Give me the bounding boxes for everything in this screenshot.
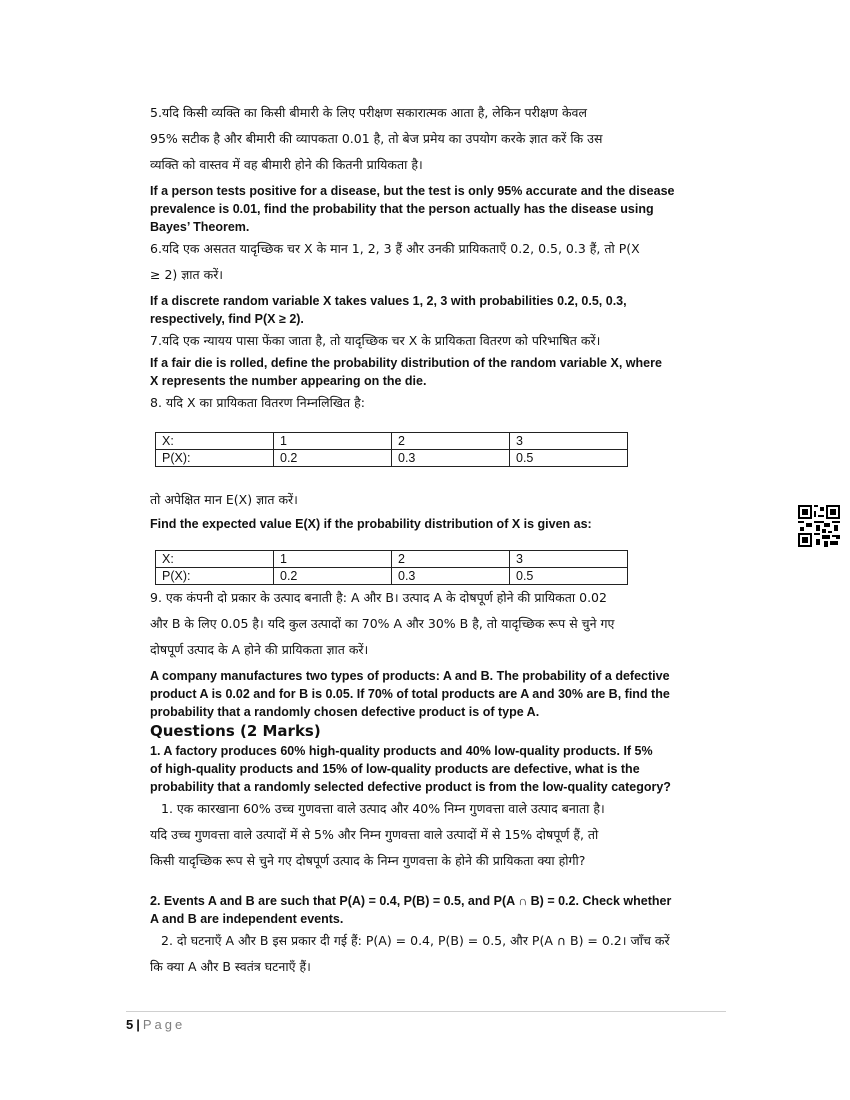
table-row — [156, 568, 628, 585]
m1-english-line-2: of high-quality products and 15% of low-quality products are defective, what is the — [150, 762, 640, 776]
m2-hindi-line-1: 2. दो घटनाएँ A और B इस प्रकार दी गई हैं: P(A) = 0.4, P(B) = 0.5, और P(A ∩ B) = 0.2। जाँच करें — [161, 933, 670, 948]
q7-english-line-1: If a fair die is rolled, define the probability distribution of the random variable X, where — [150, 356, 662, 370]
q9-hindi-line-1: 9. एक कंपनी दो प्रकार के उत्पाद बनाती है: A और B। उत्पाद A के दोषपूर्ण होने की प्रायिकता 0.02 — [150, 590, 607, 605]
q7-english-line-2: X represents the number appearing on the die. — [150, 374, 427, 388]
q6-hindi-line-1: 6.यदि एक असतत यादृच्छिक चर X के मान 1, 2, 3 हैं और उनकी प्रायिकताएँ 0.2, 0.5, 0.3 हैं, तो P(X — [150, 241, 640, 256]
table-cell: 0.2 — [274, 568, 392, 585]
qr-code-icon — [798, 505, 840, 547]
m1-hindi-line-3: किसी यादृच्छिक रूप से चुने गए दोषपूर्ण उत्पाद के निम्न गुणवत्ता के होने की प्रायिकता क्या होगी? — [150, 853, 586, 868]
table-cell: 3 — [510, 433, 628, 450]
table-cell: P(X): — [156, 568, 274, 585]
q5-english-line-1: If a person tests positive for a disease, but the test is only 95% accurate and the disease — [150, 184, 675, 198]
table-cell: X: — [156, 433, 274, 450]
section-heading: Questions (2 Marks) — [150, 722, 321, 740]
table-cell: 1 — [274, 551, 392, 568]
q5-hindi-line-1: 5.यदि किसी व्यक्ति का किसी बीमारी के लिए परीक्षण सकारात्मक आता है, लेकिन परीक्षण केवल — [150, 105, 587, 120]
page-word: Page — [142, 1017, 186, 1032]
page-content — [150, 100, 728, 980]
table-cell: 3 — [510, 551, 628, 568]
q5-english-line-2: prevalence is 0.01, find the probability that the person actually has the disease using — [150, 202, 654, 216]
table-cell: 0.2 — [274, 450, 392, 467]
table-row — [156, 433, 628, 450]
q8-hindi-intro: 8. यदि X का प्रायिकता वितरण निम्नलिखित है: — [150, 395, 366, 410]
q9-english-line-1: A company manufactures two types of products: A and B. The probability of a defective — [150, 669, 670, 683]
m1-english-line-1: 1. A factory produces 60% high-quality products and 40% low-quality products. If 5% — [150, 744, 653, 758]
table-cell: P(X): — [156, 450, 274, 467]
q6-english-line-2: respectively, find P(X ≥ 2). — [150, 312, 304, 326]
table-row — [156, 551, 628, 568]
q9-english-line-3: probability that a randomly chosen defective product is of type A. — [150, 705, 540, 719]
table-cell: 0.5 — [510, 450, 628, 467]
footer-separator: | — [136, 1017, 140, 1032]
q6-hindi-line-2: ≥ 2) ज्ञात करें। — [150, 267, 224, 282]
q5-english-line-3: Bayes’ Theorem. — [150, 220, 250, 234]
table-cell: 2 — [392, 433, 510, 450]
m2-english-line-2: A and B are independent events. — [150, 912, 344, 926]
m1-hindi-line-2: यदि उच्च गुणवत्ता वाले उत्पादों में से 5% और निम्न गुणवत्ता वाले उत्पादों में से 15% दोषपूर्ण हैं, तो — [150, 827, 599, 842]
table-cell: 0.3 — [392, 568, 510, 585]
table-cell: 2 — [392, 551, 510, 568]
q8-hindi-find: तो अपेक्षित मान E(X) ज्ञात करें। — [150, 492, 298, 507]
table-cell: 0.5 — [510, 568, 628, 585]
q9-hindi-line-2: और B के लिए 0.05 है। यदि कुल उत्पादों का 70% A और 30% B है, तो यादृच्छिक रूप से चुने गए — [150, 616, 615, 631]
q5-hindi-line-3: व्यक्ति को वास्तव में वह बीमारी होने की कितनी प्रायिकता है। — [150, 157, 423, 172]
m1-hindi-line-1: 1. एक कारखाना 60% उच्च गुणवत्ता वाले उत्पाद और 40% निम्न गुणवत्ता वाले उत्पाद बनाता है। — [161, 801, 605, 816]
footer-divider — [126, 1011, 726, 1012]
q9-english-line-2: product A is 0.02 and for B is 0.05. If 70% of total products are A and 30% are B, find the — [150, 687, 670, 701]
table-cell: X: — [156, 551, 274, 568]
page-number: 5 — [126, 1017, 134, 1032]
q8-distribution-table-2 — [155, 550, 628, 585]
q8-distribution-table-1 — [155, 432, 628, 467]
q6-english-line-1: If a discrete random variable X takes values 1, 2, 3 with probabilities 0.2, 0.5, 0.3, — [150, 294, 627, 308]
table-row — [156, 450, 628, 467]
m2-english-line-1: 2. Events A and B are such that P(A) = 0.4, P(B) = 0.5, and P(A ∩ B) = 0.2. Check whether — [150, 894, 672, 908]
m2-hindi-line-2: कि क्या A और B स्वतंत्र घटनाएँ हैं। — [150, 959, 311, 974]
m1-english-line-3: probability that a randomly selected defective product is from the low-quality category? — [150, 780, 671, 794]
page-footer — [126, 1017, 185, 1032]
table-cell: 1 — [274, 433, 392, 450]
q7-hindi-line-1: 7.यदि एक न्यायय पासा फेंका जाता है, तो यादृच्छिक चर X के प्रायिकता वितरण को परिभाषित करें। — [150, 333, 601, 348]
q8-english: Find the expected value E(X) if the probability distribution of X is given as: — [150, 517, 592, 531]
q5-hindi-line-2: 95% सटीक है और बीमारी की व्यापकता 0.01 है, तो बेज प्रमेय का उपयोग करके ज्ञात करें कि उस — [150, 131, 603, 146]
q9-hindi-line-3: दोषपूर्ण उत्पाद के A होने की प्रायिकता ज्ञात करें। — [150, 642, 369, 657]
table-cell: 0.3 — [392, 450, 510, 467]
